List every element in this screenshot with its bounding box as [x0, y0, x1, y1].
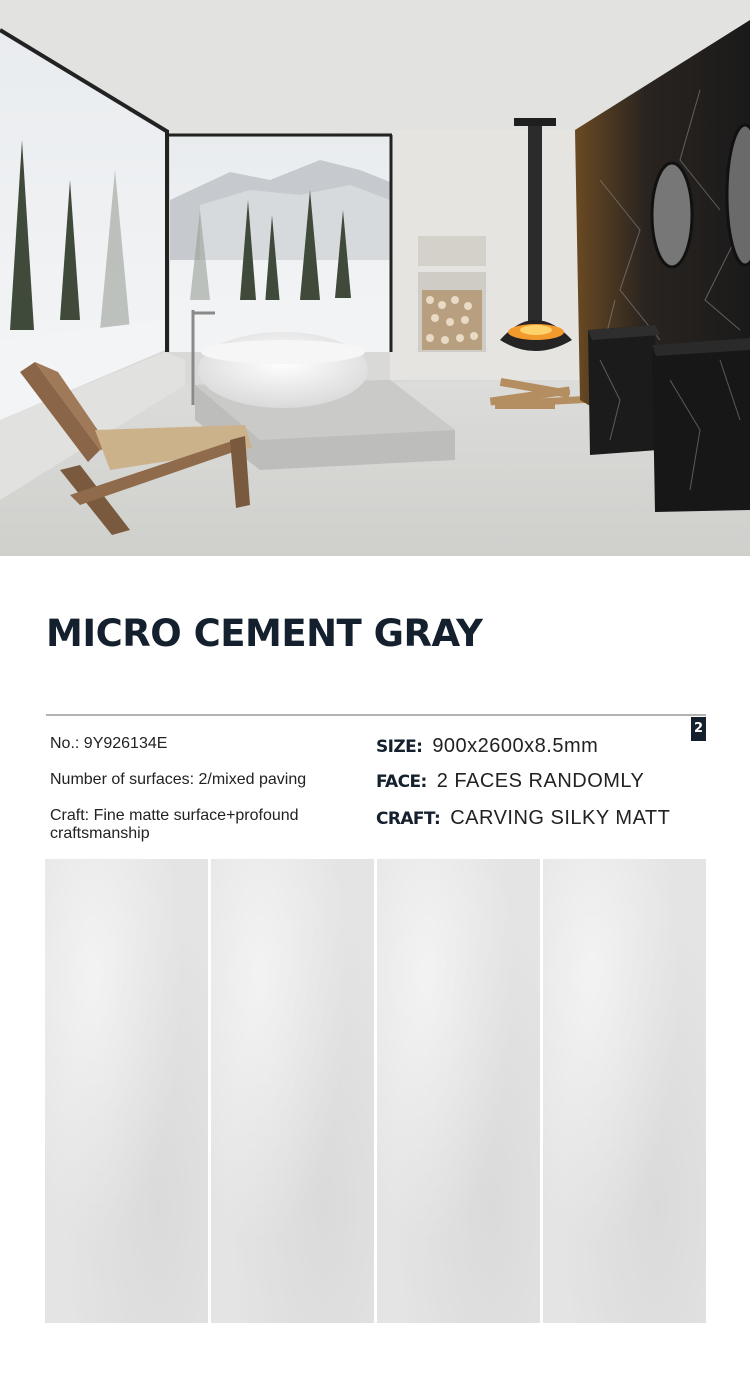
face-label: FACE:: [376, 772, 427, 792]
wood-niche: [418, 236, 486, 352]
craft-label: CRAFT:: [376, 809, 441, 829]
spec-size-row: [376, 735, 598, 758]
spec-surfaces: Number of surfaces: 2/mixed paving: [50, 771, 307, 788]
tile-swatches: [45, 859, 706, 1323]
tile-swatch: [543, 859, 706, 1323]
size-label: SIZE:: [376, 737, 423, 757]
size-value: 900x2600x8.5mm: [432, 735, 599, 757]
hero-photo: [0, 0, 750, 556]
tile-swatch: [211, 859, 374, 1323]
spec-face-row: [376, 770, 644, 793]
face-value: 2 FACES RANDOMLY: [436, 770, 645, 792]
spec-craft-row: [376, 807, 670, 830]
divider-line: [46, 714, 706, 716]
product-title: MICRO CEMENT GRAY: [46, 612, 483, 655]
tile-swatch: [377, 859, 540, 1323]
spec-craft-description: Craft: Fine matte surface+profound craftsmanship: [50, 807, 299, 842]
tile-swatch: [45, 859, 208, 1323]
craft-value: CARVING SILKY MATT: [450, 807, 671, 829]
spec-number: No.: 9Y926134E: [50, 735, 168, 752]
page-badge: 2: [691, 717, 706, 741]
